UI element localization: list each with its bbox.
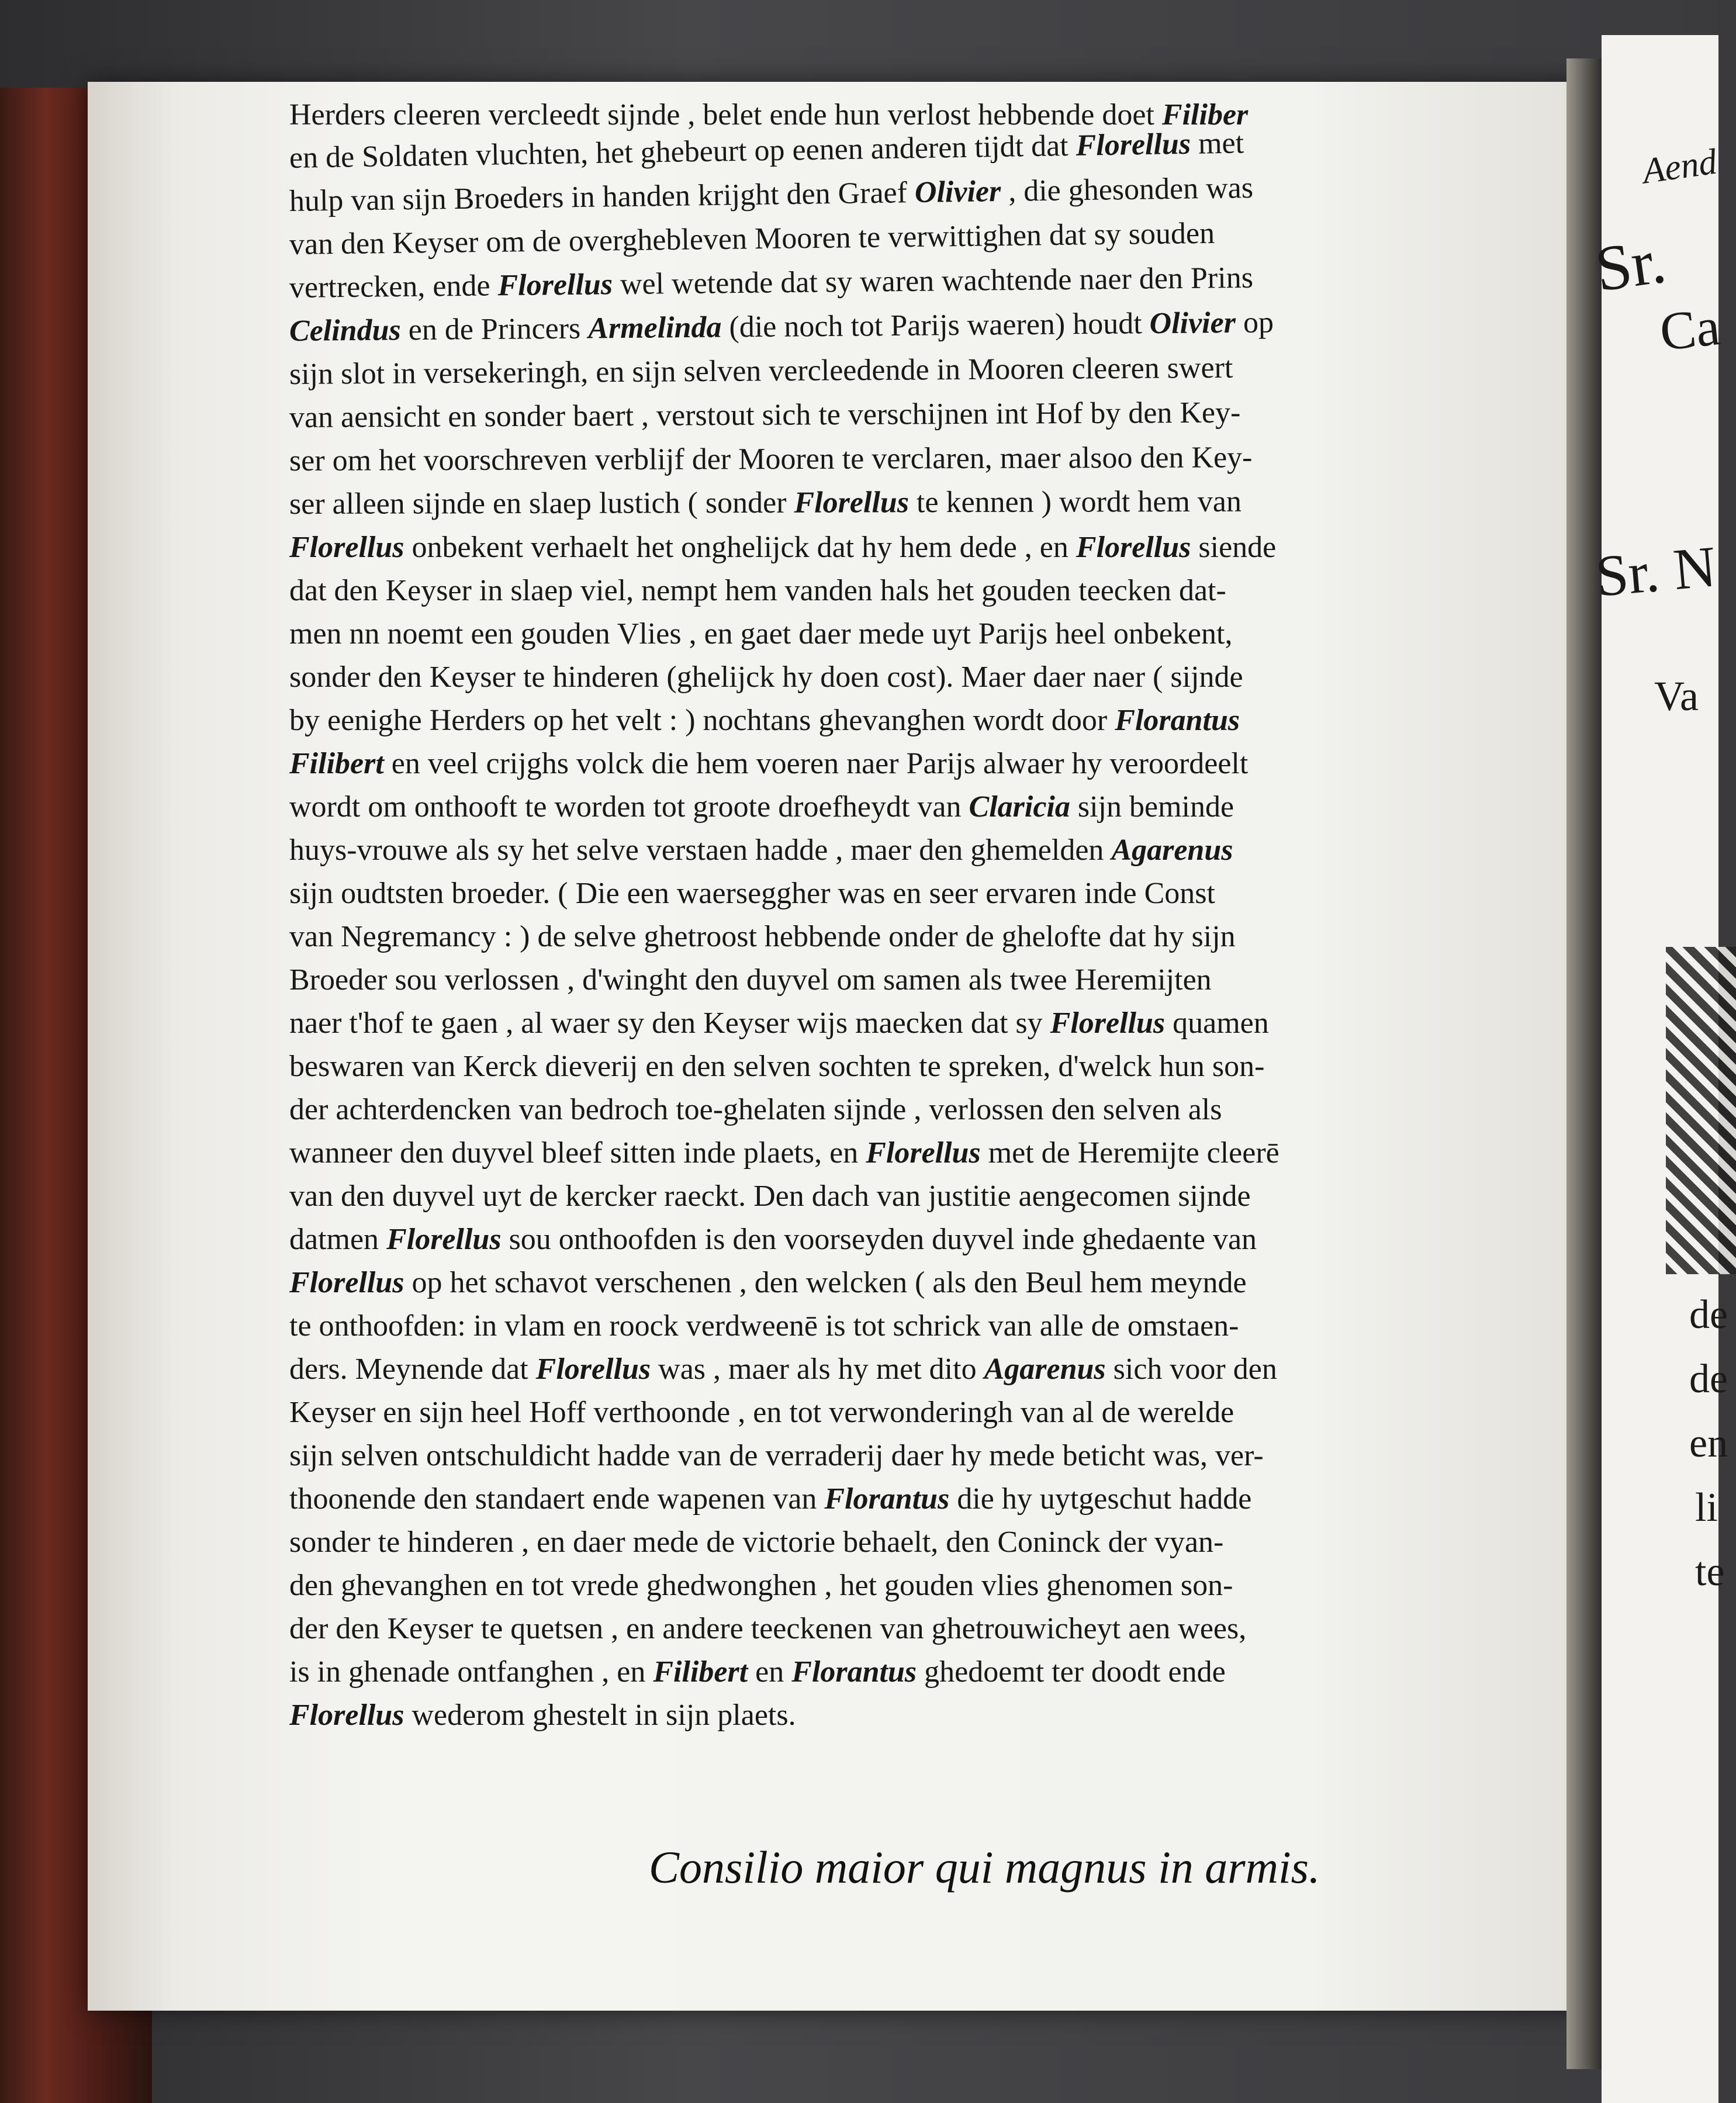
text-run: , die ghesonden was (1000, 171, 1254, 209)
text-run: sijn beminde (1070, 790, 1234, 824)
text-run: wel wetende dat sy waren wachtende naer den Prins (612, 261, 1254, 302)
text-run: vertrecken, ende (289, 269, 498, 305)
proper-name: Florantus (824, 1482, 950, 1516)
text-run: sou onthoofden is den voorseyden duyvel inde ghedaente van (501, 1223, 1257, 1256)
proper-name: Celindus (289, 313, 401, 348)
text-line (289, 526, 1634, 569)
text-line (289, 613, 1634, 656)
text-run: was , maer als hy met dito (651, 1353, 984, 1386)
text-line (289, 1088, 1634, 1132)
text-line (289, 1218, 1634, 1261)
text-run: der den Keyser te quetsen , en andere teeckenen van ghetrouwicheyt aen wees, (289, 1612, 1247, 1645)
text-line (289, 1132, 1634, 1175)
text-line (289, 389, 1634, 440)
text-run: op (1235, 306, 1274, 340)
text-run: wordt om onthooft te worden tot groote droefheydt van (289, 790, 969, 824)
text-run: en (748, 1655, 792, 1689)
text-run: met (1190, 126, 1244, 161)
proper-name: Florellus (289, 1266, 404, 1299)
text-run: te onthoofden: in vlam en roock verdweenē is tot schrick van alle de omstaen- (289, 1309, 1239, 1343)
proper-name: Florellus (1076, 531, 1191, 564)
proper-name: Agarenus (1111, 833, 1233, 867)
text-line (289, 569, 1634, 613)
text-run: den ghevanghen en tot vrede ghedwonghen , het gouden vlies ghenomen son- (289, 1569, 1233, 1602)
text-run: naer t'hof te gaen , al waer sy den Keyser wijs maecken dat sy (289, 1006, 1050, 1040)
text-run: siende (1191, 531, 1277, 564)
text-run: sijn oudtsten broeder. ( Die een waerseggher was en seer ervaren inde Const (289, 877, 1215, 910)
text-line (289, 1564, 1634, 1607)
facing-fragment: li (1695, 1485, 1718, 1530)
page-motto: Consilio maior qui magnus in armis. (649, 1842, 1320, 1893)
text-run: ser alleen sijnde en slaep lustich ( sonder (289, 486, 794, 521)
text-run: en veel crijghs volck die hem voeren naer Parijs alwaer hy veroordeelt (383, 747, 1249, 780)
text-run: thoonende den standaert ende wapenen van (289, 1482, 825, 1516)
text-run: (die noch tot Parijs waeren) houdt (721, 307, 1150, 344)
text-run: van Negremancy : ) de selve ghetroost hebbende onder de ghelofte dat hy sijn (289, 920, 1236, 953)
text-run: beswaren van Kerck dieverij en den selven sochten te spreken, d'welck hun son- (289, 1050, 1265, 1083)
text-line (289, 699, 1634, 742)
text-line (289, 656, 1634, 699)
text-line (289, 959, 1634, 1002)
text-run: van den duyvel uyt de kercker raeckt. Den dach van justitie aengecomen sijnde (289, 1180, 1251, 1213)
text-run: datmen (289, 1223, 387, 1256)
text-line (289, 1175, 1634, 1218)
proper-name: Florellus (535, 1353, 651, 1386)
text-run: is in ghenade ontfanghen , en (289, 1655, 653, 1689)
proper-name: Florantus (1115, 704, 1240, 737)
text-run: wederom ghestelt in sijn plaets. (404, 1699, 796, 1732)
text-line (289, 1434, 1634, 1478)
text-run: der achterdencken van bedroch toe-ghelaten sijnde , verlossen den selven als (289, 1093, 1222, 1126)
text-line (289, 1607, 1634, 1651)
facing-fragment: Sr. N (1593, 534, 1719, 609)
text-run: te kennen ) wordt hem van (908, 485, 1242, 520)
text-line (289, 479, 1634, 526)
proper-name: Florantus (791, 1655, 917, 1689)
proper-name: Agarenus (984, 1353, 1106, 1386)
text-line (289, 344, 1634, 396)
text-run: en de Princers (400, 312, 589, 347)
text-run: wanneer den duyvel bleef sitten inde plaets, en (289, 1136, 866, 1170)
text-run: quamen (1165, 1006, 1269, 1040)
facing-fragment: Va (1654, 673, 1699, 720)
text-line (289, 786, 1634, 829)
text-run: ders. Meynende dat (289, 1353, 536, 1386)
text-run: sonder te hinderen , en daer mede de victorie behaelt, den Coninck der vyan- (289, 1526, 1224, 1559)
text-line (289, 1478, 1634, 1521)
proper-name: Filibert (289, 747, 384, 780)
proper-name: Olivier (914, 175, 1001, 210)
text-line (289, 1391, 1634, 1434)
text-run: dat den Keyser in slaep viel, nempt hem vanden hals het gouden teecken dat- (289, 574, 1226, 607)
facing-page (1591, 35, 1728, 2103)
text-run: van den Keyser om de overghebleven Mooren te verwittighen dat sy souden (289, 216, 1215, 261)
text-line (289, 1305, 1634, 1348)
book-gutter (1566, 58, 1602, 2069)
facing-fragment: te (1695, 1549, 1725, 1594)
text-run: Herders cleeren vercleedt sijnde , belet ende hun verlost hebbende doet (289, 98, 1162, 132)
text-run: sich voor den (1105, 1353, 1277, 1386)
text-line (289, 829, 1634, 872)
text-run: onbekent verhaelt het onghelijck dat hy hem dede , en (404, 531, 1076, 564)
text-run: men nn noemt een gouden Vlies , en gaet daer mede uyt Parijs heel onbekent, (289, 617, 1233, 651)
text-line (289, 1261, 1634, 1305)
text-run: ser om het voorschreven verblijf der Mooren te verclaren, maer alsoo den Key- (289, 441, 1253, 478)
proper-name: Florellus (794, 486, 910, 520)
text-line (289, 1521, 1634, 1564)
facing-fragment: en (1689, 1421, 1728, 1466)
proper-name: Florellus (866, 1136, 981, 1170)
text-run: Keyser en sijn heel Hoff verthoonde , en tot verwonderingh van al de werelde (289, 1396, 1234, 1429)
proper-name: Filiber (1161, 98, 1249, 132)
ornament-image (1666, 947, 1736, 1274)
proper-name: Florellus (386, 1223, 502, 1256)
proper-name: Florellus (1050, 1006, 1166, 1040)
proper-name: Florellus (1076, 127, 1191, 162)
text-line (289, 742, 1634, 786)
facing-fragment: de (1689, 1292, 1728, 1337)
text-run: sonder den Keyser te hinderen (ghelijck hy doen cost). Maer daer naer ( sijnde (289, 660, 1243, 694)
proper-name: Filibert (653, 1655, 748, 1689)
proper-name: Armelinda (588, 310, 722, 345)
text-line (289, 1651, 1634, 1694)
text-run: by eenighe Herders op het velt : ) nochtans ghevanghen wordt door (289, 704, 1115, 737)
text-run: sijn slot in versekeringh, en sijn selven vercleedende in Mooren cleeren swert (289, 351, 1233, 391)
proper-name: Florellus (497, 268, 613, 303)
facing-fragment: Ca (1657, 296, 1723, 362)
text-run: Broeder sou verlossen , d'winght den duyvel om samen als twee Heremijten (289, 963, 1212, 997)
text-run: met de Heremijte cleerē (980, 1136, 1279, 1170)
text-line (289, 915, 1634, 959)
facing-fragment: de (1689, 1357, 1728, 1402)
text-line (289, 1694, 1634, 1737)
text-line (289, 1348, 1634, 1391)
proper-name: Olivier (1149, 306, 1236, 341)
text-run: huys-vrouwe als sy het selve verstaen hadde , maer den ghemelden (289, 833, 1112, 867)
text-run: en de Soldaten vluchten, het ghebeurt op eenen anderen tijdt dat (289, 129, 1077, 175)
text-run: sijn selven ontschuldicht hadde van de verraderij daer hy mede beticht was, ver- (289, 1439, 1264, 1472)
proper-name: Claricia (969, 790, 1070, 824)
text-run: ghedoemt ter doodt ende (917, 1655, 1226, 1689)
facing-fragment: Sr. (1591, 224, 1671, 305)
proper-name: Florellus (289, 1699, 404, 1732)
proper-name: Florellus (289, 531, 404, 564)
text-line (289, 1002, 1634, 1045)
text-run: hulp van sijn Broeders in handen krijght den Graef (289, 176, 915, 218)
text-run: die hy uytgeschut hadde (949, 1482, 1252, 1516)
text-run: van aensicht en sonder baert , verstout sich te verschijnen int Hof by den Key- (289, 396, 1241, 434)
text-line (289, 1045, 1634, 1088)
text-run: op het schavot verschenen , den welcken ( als den Beul hem meynde (404, 1266, 1247, 1299)
text-line (289, 435, 1634, 483)
page-text (289, 94, 1634, 1737)
facing-fragment: Aend (1640, 141, 1720, 192)
text-line (289, 872, 1634, 915)
